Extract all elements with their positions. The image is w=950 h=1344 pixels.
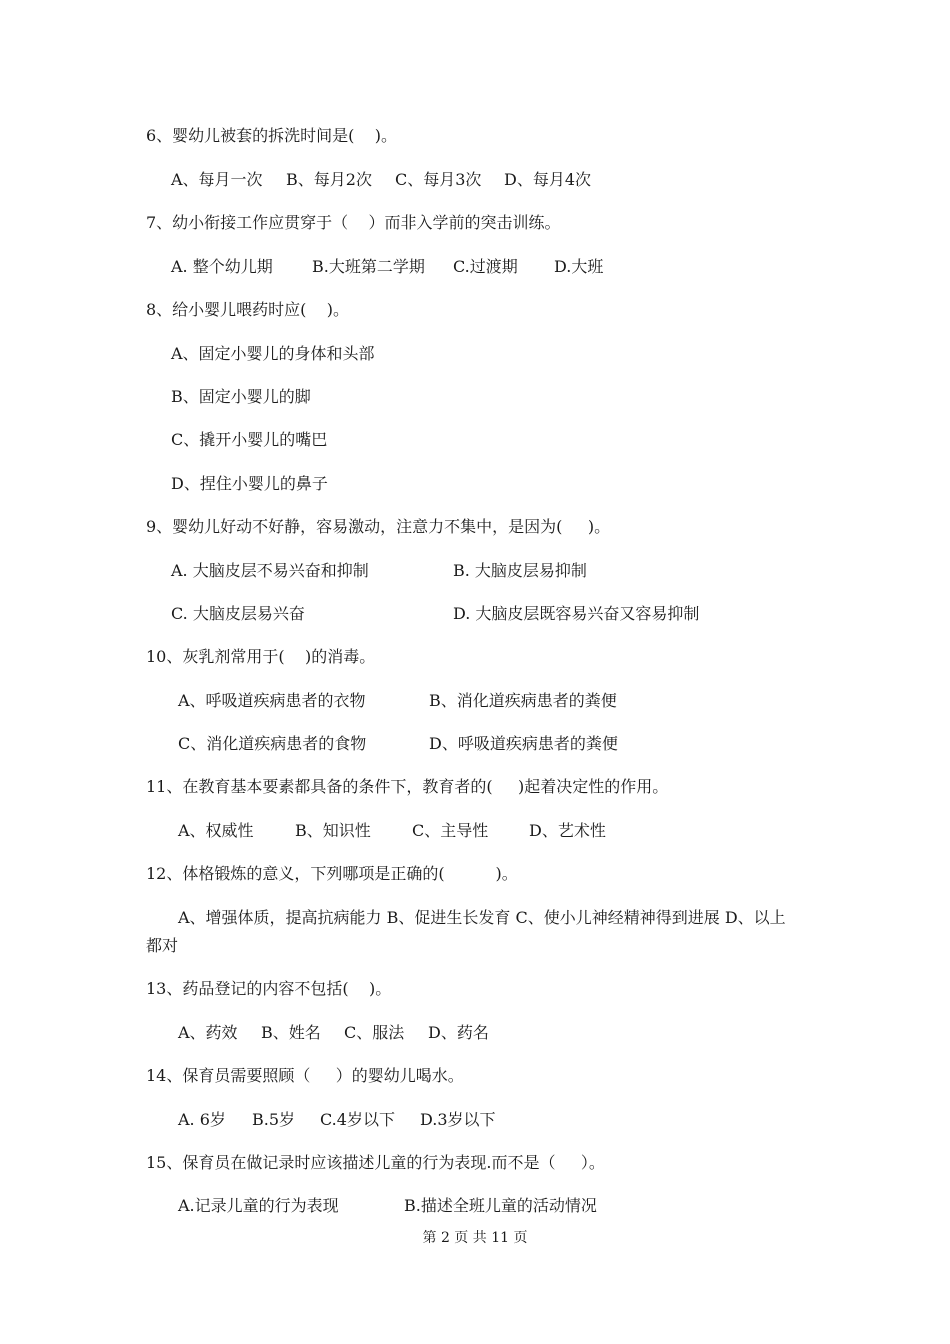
option: B.5岁 (252, 1110, 296, 1129)
option: B、每月2次 (286, 170, 372, 189)
option-line: 都对 (146, 936, 179, 955)
option: C、撬开小婴儿的嘴巴 (171, 430, 328, 449)
option: D、药名 (428, 1023, 489, 1042)
option: A、呼吸道疾病患者的衣物 (178, 691, 366, 710)
option: A、固定小婴儿的身体和头部 (171, 344, 375, 363)
option: C、每月3次 (395, 170, 482, 189)
option: A、每月一次 (171, 170, 263, 189)
question-stem: 8、给小婴儿喂药时应( )。 (146, 300, 350, 319)
option: A. 大脑皮层不易兴奋和抑制 (171, 561, 369, 580)
option: B、知识性 (295, 821, 371, 840)
option: B.大班第二学期 (312, 257, 425, 276)
option: B. 大脑皮层易抑制 (453, 561, 587, 580)
option: D、艺术性 (529, 821, 606, 840)
option: D、每月4次 (504, 170, 592, 189)
option: B、固定小婴儿的脚 (171, 387, 311, 406)
option: C.过渡期 (453, 257, 518, 276)
option: D、呼吸道疾病患者的粪便 (429, 734, 618, 753)
option: C、服法 (344, 1023, 405, 1042)
option: A. 6岁 (178, 1110, 226, 1129)
option: C、主导性 (412, 821, 489, 840)
question-stem: 12、体格锻炼的意义，下列哪项是正确的( )。 (146, 864, 518, 883)
option: D.3岁以下 (420, 1110, 496, 1129)
page-number: 第 2 页 共 11 页 (422, 1230, 528, 1246)
option: A、权威性 (178, 821, 254, 840)
option-line: A、增强体质，提高抗病能力 B、促进生长发育 C、使小儿神经精神得到进展 D、以上 (178, 908, 786, 927)
option: B、消化道疾病患者的粪便 (429, 691, 617, 710)
option: C. 大脑皮层易兴奋 (171, 604, 305, 623)
question-stem: 14、保育员需要照顾（ ）的婴幼儿喝水。 (146, 1066, 464, 1085)
question-stem: 7、幼小衔接工作应贯穿于（ ）而非入学前的突击训练。 (146, 213, 561, 232)
option: C.4岁以下 (320, 1110, 395, 1129)
option: D.大班 (554, 257, 604, 276)
option: A、药效 (178, 1023, 238, 1042)
option: A.记录儿童的行为表现 (178, 1196, 339, 1215)
question-stem: 6、婴幼儿被套的拆洗时间是( )。 (146, 126, 398, 145)
option: B.描述全班儿童的活动情况 (404, 1196, 597, 1215)
question-stem: 11、在教育基本要素都具备的条件下，教育者的( )起着决定性的作用。 (146, 777, 669, 796)
question-stem: 10、灰乳剂常用于( )的消毒。 (146, 647, 376, 666)
option: C、消化道疾病患者的食物 (178, 734, 367, 753)
question-stem: 13、药品登记的内容不包括( )。 (146, 979, 392, 998)
question-stem: 9、婴幼儿好动不好静，容易激动，注意力不集中，是因为( )。 (146, 517, 611, 536)
option: B、姓名 (261, 1023, 321, 1042)
option: A. 整个幼儿期 (171, 257, 273, 276)
option: D、捏住小婴儿的鼻子 (171, 474, 328, 493)
question-stem: 15、保育员在做记录时应该描述儿童的行为表现.而不是（ ）。 (146, 1153, 605, 1172)
option: D. 大脑皮层既容易兴奋又容易抑制 (453, 604, 700, 623)
